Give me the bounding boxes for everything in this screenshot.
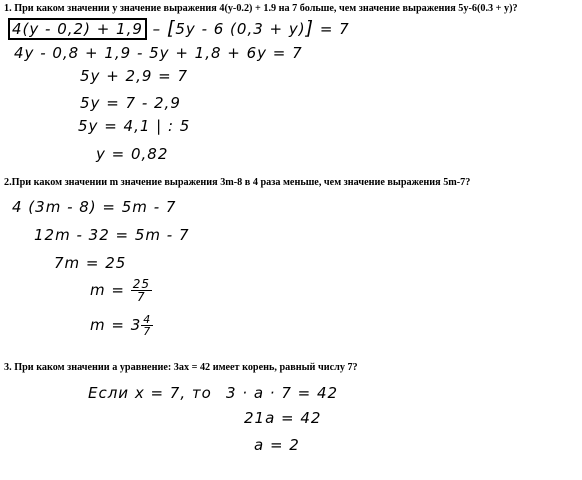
solution-2-line-1: 4 (3m - 8) = 5m - 7 (12, 198, 177, 216)
bracket-close: ] (305, 17, 315, 39)
fraction-denominator: 7 (137, 290, 146, 304)
solution-1-line-3: 5y + 2,9 = 7 (80, 67, 189, 85)
mixed-fraction (141, 314, 153, 337)
bracket-open: [ (166, 17, 176, 39)
question-2: 2.При каком значении m значение выражения 3m-8 в 4 раза меньше, чем значение выражения 5m-7? (4, 177, 471, 188)
boxed-expression: 4(y - 0,2) + 1,9 (8, 18, 147, 40)
solution-3-line-1: 3 · a · 7 = 42 (226, 384, 339, 402)
solution-1-line-6: y = 0,82 (96, 145, 169, 163)
rhs: = 7 (319, 20, 350, 38)
mixed-whole: 3 (130, 316, 142, 334)
solution-2-line-3: 7m = 25 (54, 254, 127, 272)
frac-lhs: m = (90, 281, 125, 299)
mixed-lhs: m = (90, 316, 125, 334)
solution-2-line-2: 12m - 32 = 5m - 7 (34, 226, 190, 244)
bracket-inner: 5y - 6 (0,3 + y) (175, 20, 306, 38)
solution-2-line-5 (90, 314, 153, 337)
question-3: 3. При каком значении a уравнение: 3ax = 42 имеет корень, равный числу 7? (4, 362, 358, 373)
mixed-numerator: 4 (143, 313, 152, 326)
fraction-numerator: 25 (132, 277, 151, 291)
solution-3-condition: Если x = 7, то (88, 384, 212, 402)
solution-1-line-4: 5y = 7 - 2,9 (80, 94, 181, 112)
solution-1-line-1 (8, 17, 350, 39)
mixed-denominator: 7 (143, 325, 152, 338)
solution-3-line-3: a = 2 (254, 436, 300, 454)
solution-1-line-2: 4y - 0,8 + 1,9 - 5y + 1,8 + 6y = 7 (14, 44, 303, 62)
question-1: 1. При каком значении y значение выражения 4(y-0.2) + 1.9 на 7 больше, чем значение выражения 5y-6(0.3 + y)? (4, 3, 518, 14)
fraction (131, 278, 152, 303)
minus-sign: – (152, 20, 162, 38)
solution-1-line-5: 5y = 4,1 | : 5 (78, 117, 191, 135)
solution-3-line-2: 21a = 42 (244, 409, 322, 427)
solution-2-line-4 (90, 278, 152, 303)
